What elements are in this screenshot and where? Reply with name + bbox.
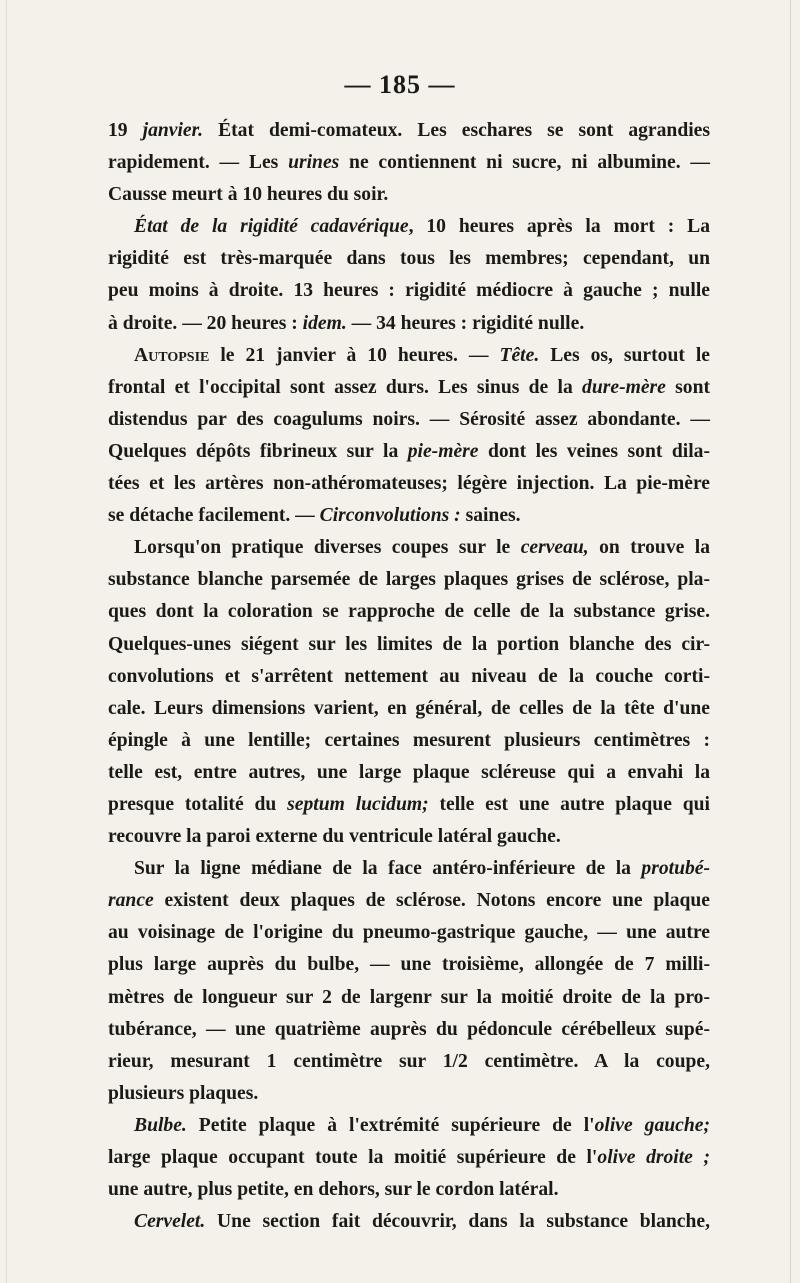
italic-run: Bulbe. xyxy=(134,1114,187,1136)
text-line xyxy=(108,1142,710,1174)
text-run: 19 xyxy=(108,120,143,141)
text-run: presque totalité du xyxy=(108,793,288,815)
text-run: on trouve la xyxy=(588,537,711,559)
text-run: , 10 heures après la mort : La xyxy=(408,216,710,238)
text-run: distendus par des coagulums noirs. — Sérosité assez abondante. — xyxy=(108,408,710,430)
text-line xyxy=(108,372,710,404)
text-run: ques dont la coloration se rapproche de celle de la substance grise. xyxy=(108,601,710,623)
text-run: tées et les artères non-athéromateuses; légère injection. La pie-mère xyxy=(108,473,710,495)
italic-run: Circonvolutions : xyxy=(319,505,461,527)
body-text xyxy=(108,115,710,1238)
text-run: Lorsqu'on pratique diverses coupes sur le xyxy=(134,537,521,559)
text-line xyxy=(108,885,710,917)
text-line xyxy=(108,532,710,564)
text-run: à droite. — 20 heures : xyxy=(108,312,303,334)
text-line xyxy=(108,661,710,693)
italic-run: idem. xyxy=(302,312,347,334)
text-run: Sur la ligne médiane de la face antéro-inférieure de la xyxy=(134,858,642,880)
italic-run: pie-mère xyxy=(407,440,479,462)
text-run: sont xyxy=(665,376,710,398)
text-line xyxy=(108,1014,710,1046)
text-run: une autre, plus petite, en dehors, sur le cordon latéral. xyxy=(108,1179,559,1201)
text-line xyxy=(108,853,710,885)
text-run: Petite plaque à l'extrémité supérieure de l' xyxy=(186,1114,595,1136)
italic-run: Cervelet. xyxy=(134,1211,206,1233)
text-run: rieur, mesurant 1 centimètre sur 1/2 centimètre. A la coupe, xyxy=(108,1050,710,1072)
text-line xyxy=(108,1174,710,1206)
text-run: saines. xyxy=(460,505,521,527)
text-line xyxy=(108,596,710,628)
italic-run: État de la rigidité cadavérique xyxy=(134,216,409,238)
text-run: État demi-comateux. Les eschares se sont agrandies xyxy=(203,120,710,141)
text-run: telle est une autre plaque qui xyxy=(428,793,710,815)
text-line xyxy=(108,982,710,1014)
text-run: cale. Leurs dimensions varient, en général, de celles de la tête d'une xyxy=(108,697,710,719)
text-line xyxy=(108,917,710,949)
italic-run: cerveau, xyxy=(520,537,589,559)
text-run: telle est, entre autres, une large plaque scléreuse qui a envahi la xyxy=(108,761,710,783)
smallcaps-run: Autopsie xyxy=(134,344,210,366)
text-line xyxy=(108,500,710,532)
text-run: rapidement. — Les xyxy=(108,152,289,174)
page-edge-left xyxy=(6,0,7,1283)
text-run: ne contiennent ni sucre, ni albumine. — xyxy=(339,152,711,174)
text-run: épingle à une lentille; certaines mesurent plusieurs centimètres : xyxy=(108,729,710,751)
text-run: recouvre la paroi externe du ventricule latéral gauche. xyxy=(108,826,561,848)
text-run: Quelques dépôts fibrineux sur la xyxy=(108,440,408,462)
text-line xyxy=(108,1206,710,1238)
italic-run: urines xyxy=(288,152,340,174)
text-line xyxy=(108,147,710,179)
text-run: au voisinage de l'origine du pneumo-gastrique gauche, — une autre xyxy=(108,922,710,944)
text-run: Une section fait découvrir, dans la substance blanche, xyxy=(205,1211,710,1233)
text-run: se détache facilement. — xyxy=(108,505,320,527)
text-line xyxy=(108,629,710,661)
text-run: — 34 heures : rigidité nulle. xyxy=(346,312,585,334)
italic-run: protubé- xyxy=(641,858,710,880)
text-run: convolutions et s'arrêtent nettement au niveau de la couche corti- xyxy=(108,665,710,687)
text-run: tubérance, — une quatrième auprès du pédoncule cérébelleux supé- xyxy=(108,1018,710,1040)
text-line xyxy=(108,789,710,821)
text-run: mètres de longueur sur 2 de largenr sur la moitié droite de la pro- xyxy=(108,986,710,1008)
text-line xyxy=(108,115,710,147)
italic-run: dure-mère xyxy=(582,376,666,398)
text-line xyxy=(108,693,710,725)
italic-run: olive droite ; xyxy=(597,1147,711,1168)
text-line xyxy=(108,404,710,436)
text-line xyxy=(108,468,710,500)
italic-run: rance xyxy=(108,890,154,912)
text-line xyxy=(108,564,710,596)
text-line xyxy=(108,821,710,853)
italic-run: olive gauche; xyxy=(594,1114,710,1136)
italic-run: janvier. xyxy=(142,120,204,141)
text-run: existent deux plaques de sclérose. Notons encore une plaque xyxy=(153,890,710,912)
text-line xyxy=(108,1046,710,1078)
text-line xyxy=(108,340,710,372)
page-number: — 185 — xyxy=(344,70,456,99)
text-run: substance blanche parsemée de larges plaques grises de sclérose, pla- xyxy=(108,569,710,591)
text-line xyxy=(108,725,710,757)
italic-run: Tête. xyxy=(499,344,540,366)
text-line xyxy=(108,757,710,789)
text-line xyxy=(108,308,710,340)
text-run: large plaque occupant toute la moitié supérieure de l' xyxy=(108,1147,598,1168)
text-run: Quelques-unes siégent sur les limites de la portion blanche des cir- xyxy=(108,633,710,655)
text-run: le 21 janvier à 10 heures. — xyxy=(209,344,500,366)
text-run: Les os, surtout le xyxy=(539,344,710,366)
page-edge-right xyxy=(790,0,791,1283)
text-line xyxy=(108,436,710,468)
text-line xyxy=(108,211,710,243)
text-run: peu moins à droite. 13 heures : rigidité médiocre à gauche ; nulle xyxy=(108,280,710,302)
text-run: Causse meurt à 10 heures du soir. xyxy=(108,184,389,206)
text-line xyxy=(108,949,710,981)
text-line xyxy=(108,275,710,307)
text-line xyxy=(108,1110,710,1142)
text-run: frontal et l'occipital sont assez durs. Les sinus de la xyxy=(108,376,583,398)
text-run: plusieurs plaques. xyxy=(108,1082,259,1104)
text-run: dont les veines sont dila- xyxy=(478,440,710,462)
text-line xyxy=(108,179,710,211)
italic-run: septum lucidum; xyxy=(287,793,429,815)
text-run: plus large auprès du bulbe, — une troisième, allongée de 7 milli- xyxy=(108,954,710,976)
text-line xyxy=(108,1078,710,1110)
text-line xyxy=(108,243,710,275)
text-run: rigidité est très-marquée dans tous les membres; cependant, un xyxy=(108,248,710,270)
